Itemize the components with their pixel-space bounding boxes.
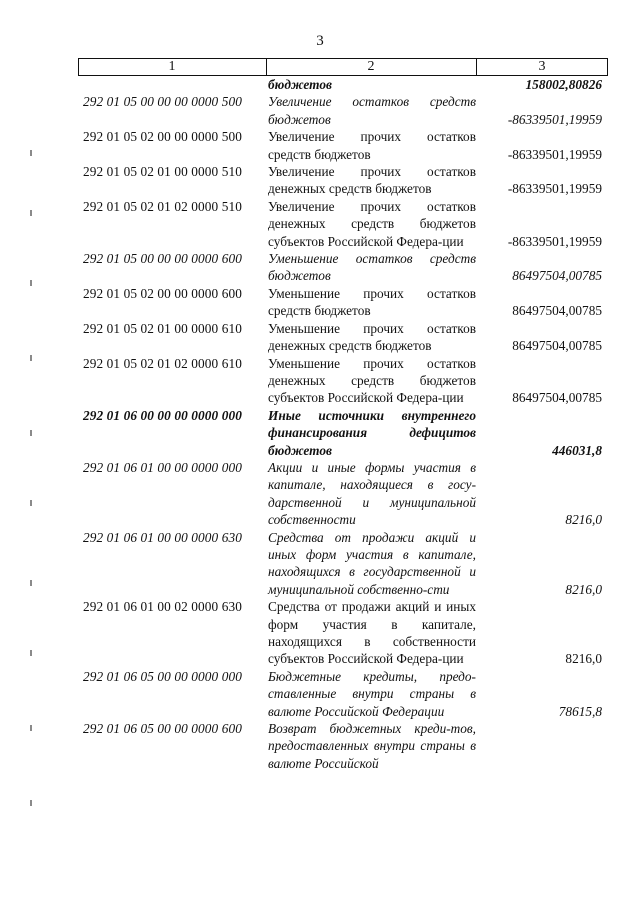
row-code: 292 01 05 02 01 00 0000 510 <box>83 164 242 180</box>
table-row <box>78 163 608 198</box>
row-description: Средства от продажи акций и иных форм участия в капитале, находящихся в собственности субъектов Российской Федера-ции <box>268 599 476 667</box>
row-description: Бюджетные кредиты, предо-ставленные внутри страны в валюте Российской Федерации <box>268 668 476 719</box>
row-code: 292 01 05 00 00 00 0000 500 <box>83 94 242 110</box>
row-value: 158002,80826 <box>525 77 602 92</box>
row-value: 86497504,00785 <box>512 390 602 406</box>
row-value <box>476 720 608 772</box>
row-value: -86339501,19959 <box>507 146 602 162</box>
row-value: 86497504,00785 <box>512 268 602 284</box>
row-description: Уменьшение прочих остатков денежных средств бюджетов <box>268 320 476 354</box>
row-code: 292 01 06 00 00 00 0000 000 <box>83 407 242 423</box>
row-code: 292 01 05 02 00 00 0000 600 <box>83 285 242 301</box>
table-row <box>78 355 608 407</box>
row-value: -86339501,19959 <box>507 233 602 249</box>
row-description: Увеличение прочих остатков средств бюджетов <box>268 129 476 162</box>
row-code: 292 01 05 02 01 02 0000 510 <box>83 198 242 214</box>
header-col-1: 1 <box>168 59 176 74</box>
row-code: 292 01 06 01 00 00 0000 630 <box>83 529 242 545</box>
table-row <box>78 250 608 285</box>
table-row <box>78 598 608 668</box>
table-row <box>78 720 608 772</box>
row-value: -86339501,19959 <box>507 111 602 127</box>
row-description: Уменьшение прочих остатков средств бюджетов <box>268 285 476 319</box>
table-header <box>78 58 608 76</box>
table-right-border <box>607 58 608 76</box>
table-left-border <box>78 58 79 76</box>
table-row <box>78 529 608 599</box>
row-description: Акции и иные формы участия в капитале, находящиеся в госу-дарственной и муниципальной собственности <box>268 459 476 528</box>
table-row <box>78 320 608 355</box>
table-row <box>78 93 608 128</box>
page-number: 3 <box>316 33 324 49</box>
column-divider-2 <box>476 58 477 76</box>
scan-margin-marks <box>30 150 33 850</box>
row-code: 292 01 05 00 00 00 0000 600 <box>83 251 242 267</box>
row-value: 8216,0 <box>565 512 602 528</box>
row-code: 292 01 06 01 00 00 0000 000 <box>83 459 242 475</box>
row-value: 8216,0 <box>565 651 602 667</box>
row-code: 292 01 06 05 00 00 0000 600 <box>83 721 242 737</box>
row-description: Средства от продажи акций и иных форм участия в капитале, находящихся в государственной и муниципальной собственно-сти <box>268 529 476 597</box>
row-value: 78615,8 <box>558 703 602 719</box>
row-description: Увеличение прочих остатков денежных средств бюджетов субъектов Российской Федера-ции <box>268 198 476 249</box>
header-col-2: 2 <box>367 59 375 74</box>
row-description: Увеличение остатков средств бюджетов <box>268 94 476 127</box>
row-value: 446031,8 <box>552 442 602 458</box>
row-code <box>78 76 266 93</box>
column-divider-1 <box>266 58 267 76</box>
row-description: Уменьшение остатков средств бюджетов <box>268 251 476 284</box>
row-code: 292 01 06 01 00 02 0000 630 <box>83 599 242 615</box>
table-row <box>78 76 608 93</box>
row-description: Возврат бюджетных креди-тов, предоставленных внутри страны в валюте Российской <box>268 721 476 771</box>
row-value: 86497504,00785 <box>512 338 602 354</box>
header-col-3: 3 <box>538 59 546 74</box>
row-description: Иные источники внутреннего финансирования дефицитов бюджетов <box>268 407 476 458</box>
table-body <box>78 76 608 772</box>
row-code: 292 01 05 02 00 00 0000 500 <box>83 129 242 145</box>
row-code: 292 01 05 02 01 02 0000 610 <box>83 355 242 371</box>
row-description: бюджетов <box>268 77 332 92</box>
row-value: 86497504,00785 <box>512 303 602 319</box>
table-row <box>78 668 608 720</box>
table-row <box>78 459 608 529</box>
table-row <box>78 407 608 459</box>
table-row <box>78 285 608 320</box>
row-value: -86339501,19959 <box>507 181 602 197</box>
row-code: 292 01 06 05 00 00 0000 000 <box>83 668 242 684</box>
row-description: Уменьшение прочих остатков денежных средств бюджетов субъектов Российской Федера-ции <box>268 355 476 406</box>
row-code: 292 01 05 02 01 00 0000 610 <box>83 320 242 336</box>
table-row <box>78 128 608 163</box>
row-value: 8216,0 <box>565 581 602 597</box>
row-description: Увеличение прочих остатков денежных средств бюджетов <box>268 164 476 197</box>
table-row <box>78 198 608 250</box>
